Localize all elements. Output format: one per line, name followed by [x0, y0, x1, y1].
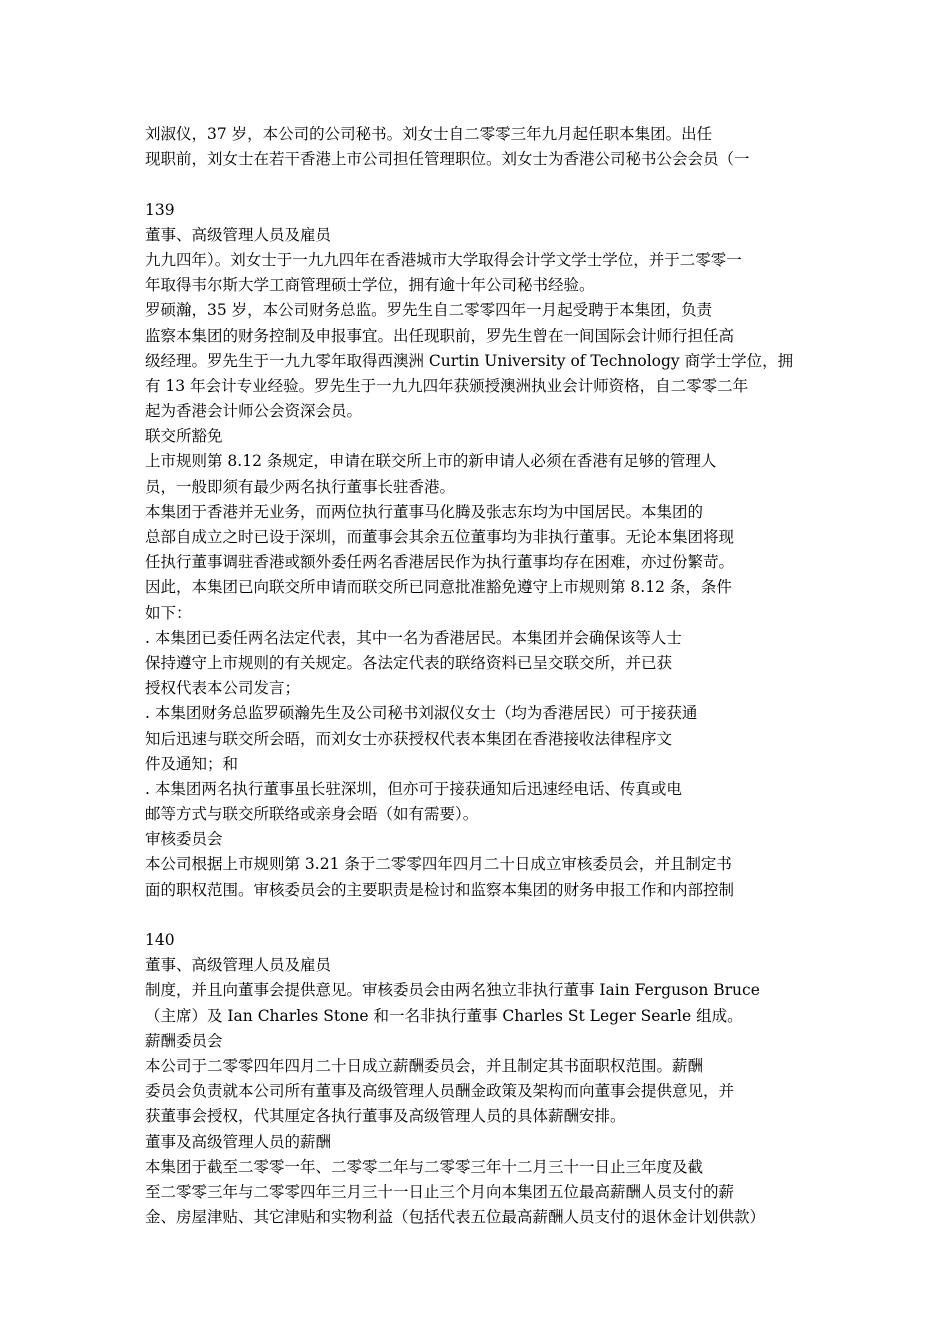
- text-line: . 本集团已委任两名法定代表，其中一名为香港居民。本集团并会确保该等人士: [145, 628, 682, 647]
- text-line: 知后迅速与联交所会晤，而刘女士亦获授权代表本集团在香港接收法律程序文: [145, 729, 673, 748]
- text-line: 刘淑仪，37 岁，本公司的公司秘书。刘女士自二零零三年九月起任职本集团。出任: [145, 125, 713, 143]
- text-line: 139: [145, 200, 175, 219]
- text-line: 140: [145, 931, 175, 949]
- text-line: 审核委员会: [145, 830, 223, 849]
- text-line: 任执行董事调驻香港或额外委任两名香港居民作为执行董事均存在困难，亦过份繁苛。: [145, 553, 735, 572]
- text-line: 获董事会授权，代其厘定各执行董事及高级管理人员的具体薪酬安排。: [145, 1107, 626, 1126]
- blank-line: [145, 172, 825, 197]
- text-line: 薪酬委员会: [145, 1031, 223, 1050]
- text-line: 制度，并且向董事会提供意见。审核委员会由两名独立非执行董事 Iain Ferguson Bruce: [145, 981, 760, 1000]
- text-line: 本公司根据上市规则第 3.21 条于二零零四年四月二十日成立审核委员会，并且制定书: [145, 855, 732, 874]
- text-line: 邮等方式与联交所联络或亲身会晤（如有需要）。: [145, 805, 479, 824]
- text-line: 授权代表本公司发言；: [145, 679, 301, 698]
- text-line: 面的职权范围。审核委员会的主要职责是检讨和监察本集团的财务申报工作和内部控制: [145, 880, 735, 899]
- text-line: 有 13 年会计专业经验。罗先生于一九九四年获颁授澳洲执业会计师资格，自二零零二年: [145, 376, 749, 395]
- text-line: 罗硕瀚，35 岁，本公司财务总监。罗先生自二零零四年一月起受聘于本集团，负责: [145, 301, 713, 320]
- text-line: 金、房屋津贴、其它津贴和实物利益（包括代表五位最高薪酬人员支付的退休金计划供款）: [145, 1208, 766, 1227]
- text-line: 年取得韦尔斯大学工商管理硕士学位，拥有逾十年公司秘书经验。: [145, 276, 595, 295]
- text-line: 本集团于香港并无业务，而两位执行董事马化腾及张志东均为中国居民。本集团的: [145, 502, 704, 521]
- text-line: . 本集团财务总监罗硕瀚先生及公司秘书刘淑仪女士（均为香港居民）可于接获通: [145, 704, 698, 723]
- text-line: 董事、高级管理人员及雇员: [145, 956, 332, 975]
- text-line: 因此，本集团已向联交所申请而联交所已同意批准豁免遵守上市规则第 8.12 条，条件: [145, 578, 732, 597]
- text-line: 件及通知；和: [145, 754, 239, 773]
- text-line: 监察本集团的财务控制及申报事宜。出任现职前，罗先生曾在一间国际会计师行担任高: [145, 326, 735, 345]
- text-line: 级经理。罗先生于一九九零年取得西澳洲 Curtin University of Technology 商学士学位，拥: [145, 351, 794, 370]
- text-line: 九九四年）。刘女士于一九九四年在香港城市大学取得会计学文学士学位，并于二零零一: [145, 250, 742, 269]
- text-line: 总部自成立之时已设于深圳，而董事会其余五位董事均为非执行董事。无论本集团将现: [145, 528, 735, 546]
- text-line: 员，一般即须有最少两名执行董事长驻香港。: [145, 477, 456, 496]
- text-line: （主席）及 Ian Charles Stone 和一名非执行董事 Charles St Leger Searle 组成。: [145, 1006, 743, 1025]
- text-line: 起为香港会计师公会资深会员。: [145, 402, 363, 421]
- text-line: 本集团于截至二零零一年、二零零二年与二零零三年十二月三十一日止三年度及截: [145, 1157, 704, 1176]
- text-line: 如下：: [145, 603, 192, 622]
- text-line: 保持遵守上市规则的有关规定。各法定代表的联络资料已呈交联交所，并已获: [145, 653, 673, 672]
- text-line: . 本集团两名执行董事虽长驻深圳，但亦可于接获通知后迅速经电话、传真或电: [145, 779, 682, 798]
- text-line: 董事及高级管理人员的薪酬: [145, 1132, 332, 1151]
- text-line: 至二零零三年与二零零四年三月三十一日止三个月向本集团五位最高薪酬人员支付的薪: [145, 1182, 735, 1201]
- blank-line: [145, 903, 825, 928]
- text-line: 联交所豁免: [145, 427, 223, 446]
- text-line: 董事、高级管理人员及雇员: [145, 225, 332, 244]
- text-line: 现职前，刘女士在若干香港上市公司担任管理职位。刘女士为香港公司秘书公会会员（一: [145, 150, 750, 169]
- text-line: 委员会负责就本公司所有董事及高级管理人员酬金政策及架构而向董事会提供意见，并: [145, 1082, 735, 1101]
- text-line: 上市规则第 8.12 条规定，申请在联交所上市的新申请人必须在香港有足够的管理人: [145, 452, 717, 471]
- text-line: 本公司于二零零四年四月二十日成立薪酬委员会，并且制定其书面职权范围。薪酬: [145, 1056, 704, 1075]
- document-body: [145, 122, 825, 1230]
